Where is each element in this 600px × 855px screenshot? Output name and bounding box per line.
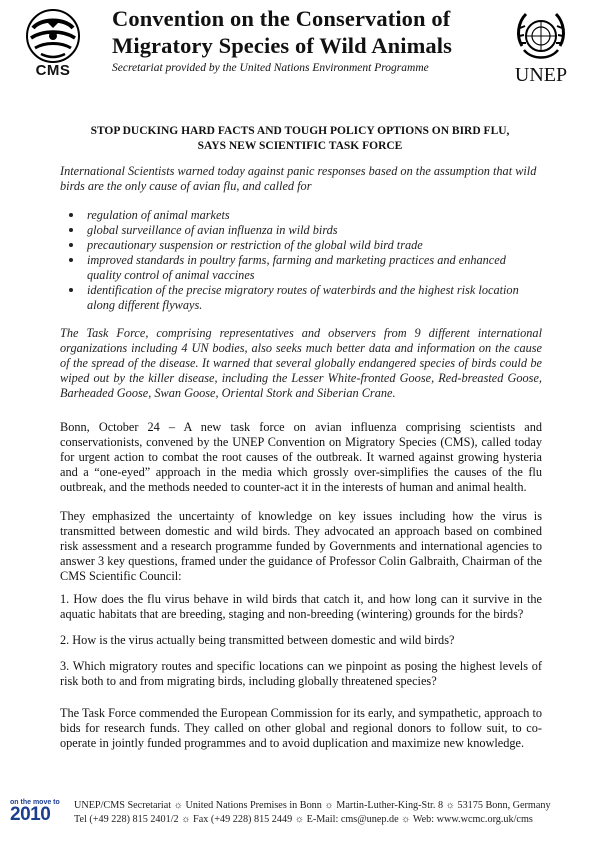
footer-contacts: Tel (+49 228) 815 2401/2 ☼ Fax (+49 228) 815 2449 ☼ E-Mail: cms@unep.de ☼ Web: www.wcmc.org.uk/cms xyxy=(74,814,533,825)
org-subtitle: Secretariat provided by the United Nations Environment Programme xyxy=(112,62,429,74)
intro-paragraph: International Scientists warned today against panic responses based on the assumption that wild birds are the only cause of avian flu, and called for xyxy=(60,164,537,193)
footer-logo-year: 2010 xyxy=(10,804,51,825)
cms-logo-text: CMS xyxy=(35,62,71,79)
body-question-1: 1. How does the flu virus behave in wild birds that catch it, and how long can it survive in the aquatic habitats that are breeding, staging and non-breeding (wintering) grounds for the birds? xyxy=(60,592,542,621)
list-item-text: precautionary suspension or restriction of the global wild bird trade xyxy=(87,238,423,252)
bullet-icon xyxy=(69,213,73,217)
footer-logo-small-text: on the move to xyxy=(10,799,60,806)
bullet-icon xyxy=(69,243,73,247)
bullet-icon xyxy=(69,288,73,292)
countdown-2010-logo xyxy=(10,799,66,829)
letterhead xyxy=(0,0,600,90)
body-paragraph-uncertainty: They emphasized the uncertainty of knowledge on key issues including how the virus is transmitted between domestic and wild birds. They advocated an approach based on combined risk assessment and a research programme funded by Governments and international agencies to answer 3 key questions, framed under the guidance of Professor Colin Galbraith, Chairman of the CMS Scientific Council: xyxy=(60,509,542,583)
cms-emblem-icon xyxy=(25,8,81,64)
list-item-text: improved standards in poultry farms, farming and marketing practices and enhanced quality control of animal vaccines xyxy=(87,253,506,282)
list-item xyxy=(60,283,542,313)
page-footer xyxy=(0,795,600,835)
bullet-icon xyxy=(69,228,73,232)
list-item xyxy=(60,253,542,283)
body-paragraph-bonn: Bonn, October 24 – A new task force on avian influenza comprising scientists and conservationists, convened by the UNEP Convention on Migratory Species (CMS), called today for urgent action to combat the root causes of the outbreak. It warned against growing hysteria and a “one-eyed” approach in the media which grossly over-simplifies the causes of the flu outbreak, and the methods needed to counter-act it in the interests of human and animal health. xyxy=(60,420,542,494)
headline-line1: STOP DUCKING HARD FACTS AND TOUGH POLICY OPTIONS ON BIRD FLU, xyxy=(90,125,510,137)
body-question-2: 2. How is the virus actually being transmitted between domestic and wild birds? xyxy=(60,633,455,647)
press-release-headline xyxy=(60,124,540,154)
un-emblem-icon xyxy=(510,6,572,68)
list-item-text: global surveillance of avian influenza in wild birds xyxy=(87,223,338,237)
list-item xyxy=(60,238,542,253)
headline-line2: SAYS NEW SCIENTIFIC TASK FORCE xyxy=(197,140,403,152)
list-item xyxy=(60,208,542,223)
body-question-3: 3. Which migratory routes and specific locations can we pinpoint as posing the highest levels of risk both to and from migrating birds, including globally threatened species? xyxy=(60,659,542,688)
organization-title xyxy=(112,6,492,74)
bullet-icon xyxy=(69,258,73,262)
org-title-line2: Migratory Species of Wild Animals xyxy=(112,33,452,58)
list-item-text: identification of the precise migratory routes of waterbirds and the highest risk location along different flyways. xyxy=(87,283,519,312)
list-item xyxy=(60,223,542,238)
secretariat-contact xyxy=(74,799,594,827)
org-title-line1: Convention on the Conservation of xyxy=(112,6,451,31)
unep-logo xyxy=(500,6,582,86)
unep-logo-text: UNEP xyxy=(514,64,568,86)
task-force-summary: The Task Force, comprising representatives and observers from 9 different international organizations including 4 UN bodies, also seeks much better data and information on the cause of the spread of the disease. It warned that several globally endangered species of birds could be wiped out by the killer disease, including the Lesser White-fronted Goose, Red-breasted Goose, Barheaded Goose, Swan Goose, Oriental Stork and Siberian Crane. xyxy=(60,326,542,400)
body-paragraph-funding: The Task Force commended the European Commission for its early, and sympathetic, approach to bids for research funds. They called on other global and regional donors to follow suit, to co-operate in jointly funded programmes and to avoid duplication and maximize new knowledge. xyxy=(60,706,543,750)
list-item-text: regulation of animal markets xyxy=(87,208,230,222)
cms-logo xyxy=(16,8,90,82)
recommendations-list xyxy=(60,208,542,313)
footer-address: UNEP/CMS Secretariat ☼ United Nations Premises in Bonn ☼ Martin-Luther-King-Str. 8 ☼ 53175 Bonn, Germany xyxy=(74,800,551,811)
